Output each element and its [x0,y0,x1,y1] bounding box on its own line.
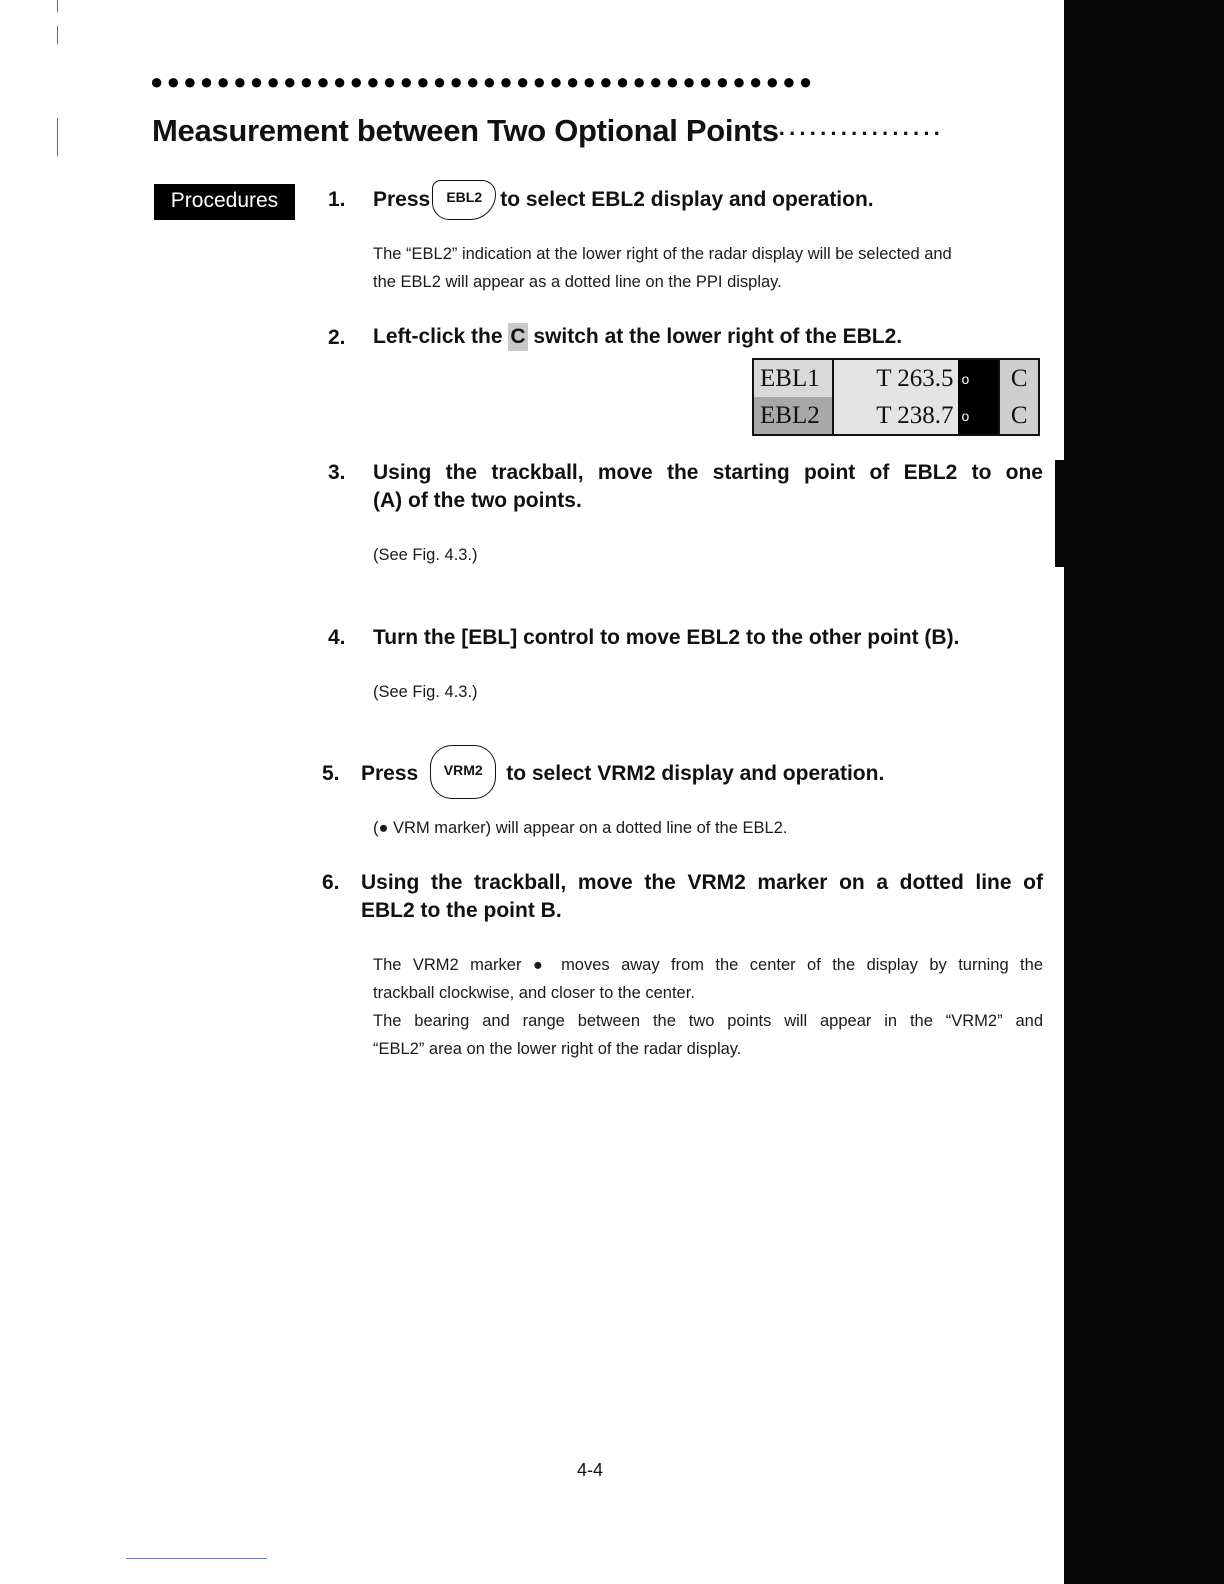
step-1-post: to select EBL2 display and operation. [500,188,874,211]
scan-edge-bar [1064,0,1224,1584]
step-6-description [373,951,1043,1063]
step-6-desc-line: “EBL2” area on the lower right of the radar display. [373,1040,742,1058]
step-4-instruction: Turn the [EBL] control to move EBL2 to the other point (B). [373,626,960,649]
step-2-instruction [373,323,902,351]
step-5-instruction [361,760,884,788]
step-6-desc-line: The VRM2 marker ● moves away from the center of the display by turning the [373,956,1043,974]
step-5-number: 5. [322,762,340,785]
step-1-instruction [373,186,874,214]
ebl1-c-switch[interactable]: C [999,359,1039,397]
step-4-number: 4. [328,626,346,649]
step-2-pre: Left-click the [373,325,503,348]
ebl1-bearing: T 263.5 [833,359,958,397]
ebl1-label: EBL1 [753,359,833,397]
bottom-rule [126,1558,267,1559]
step-6-number: 6. [322,871,340,894]
step-6-desc-line: The bearing and range between the two points will appear in the “VRM2” and [373,1012,1043,1030]
page-title [152,113,944,149]
margin-mark [57,118,58,156]
procedures-badge: Procedures [154,184,295,220]
step-5-post: to select VRM2 display and operation. [506,762,885,785]
ebl2-key-icon: EBL2 [432,180,496,220]
step-4-description: (See Fig. 4.3.) [373,683,478,701]
step-2-post: switch at the lower right of the EBL2. [533,325,903,348]
step-3-line: (A) of the two points. [373,489,582,512]
step-6-line: Using the trackball, move the VRM2 marker on a dotted line of [361,871,1043,894]
ebl2-bearing: T 238.7 [833,397,958,435]
ebl1-row [753,359,1039,397]
step-1-pre: Press [373,188,431,211]
page-number: 4-4 [577,1460,604,1480]
margin-mark [57,26,58,44]
margin-mark [57,0,58,12]
ebl2-c-switch[interactable]: C [999,397,1039,435]
step-3-line: Using the trackball, move the starting point of EBL2 to one [373,461,1043,484]
ebl-readout-panel [752,358,1040,436]
ebl1-degree-unit: o [958,359,1000,397]
vrm2-key-icon: VRM2 [430,745,496,799]
step-1-desc-line: the EBL2 will appear as a dotted line on the PPI display. [373,273,782,291]
ebl2-label: EBL2 [753,397,833,435]
step-3-number: 3. [328,461,346,484]
step-6-desc-line: trackball clockwise, and closer to the center. [373,984,695,1002]
c-switch-icon: C [508,323,527,351]
step-3-description: (See Fig. 4.3.) [373,546,478,564]
step-6-instruction [361,869,1043,925]
ebl2-degree-unit: o [958,397,1000,435]
step-5-pre: Press [361,762,419,785]
title-leader-dots: ················ [778,121,944,146]
scan-edge-notch [1055,460,1067,567]
step-3-instruction [373,459,1043,515]
step-1-desc-line: The “EBL2” indication at the lower right of the radar display will be selected and [373,245,952,263]
step-2-number: 2. [328,326,346,349]
step-5-description: (● VRM marker) will appear on a dotted line of the EBL2. [373,819,788,837]
page-title-text: Measurement between Two Optional Points [152,113,779,148]
step-1-number: 1. [328,188,346,211]
header-dot-rule: ●●●●●●●●●●●●●●●●●●●●●●●●●●●●●●●●●●●●●●●● [150,74,816,90]
step-1-description [373,240,1043,296]
step-6-line: EBL2 to the point B. [361,899,562,922]
ebl2-row [753,397,1039,435]
